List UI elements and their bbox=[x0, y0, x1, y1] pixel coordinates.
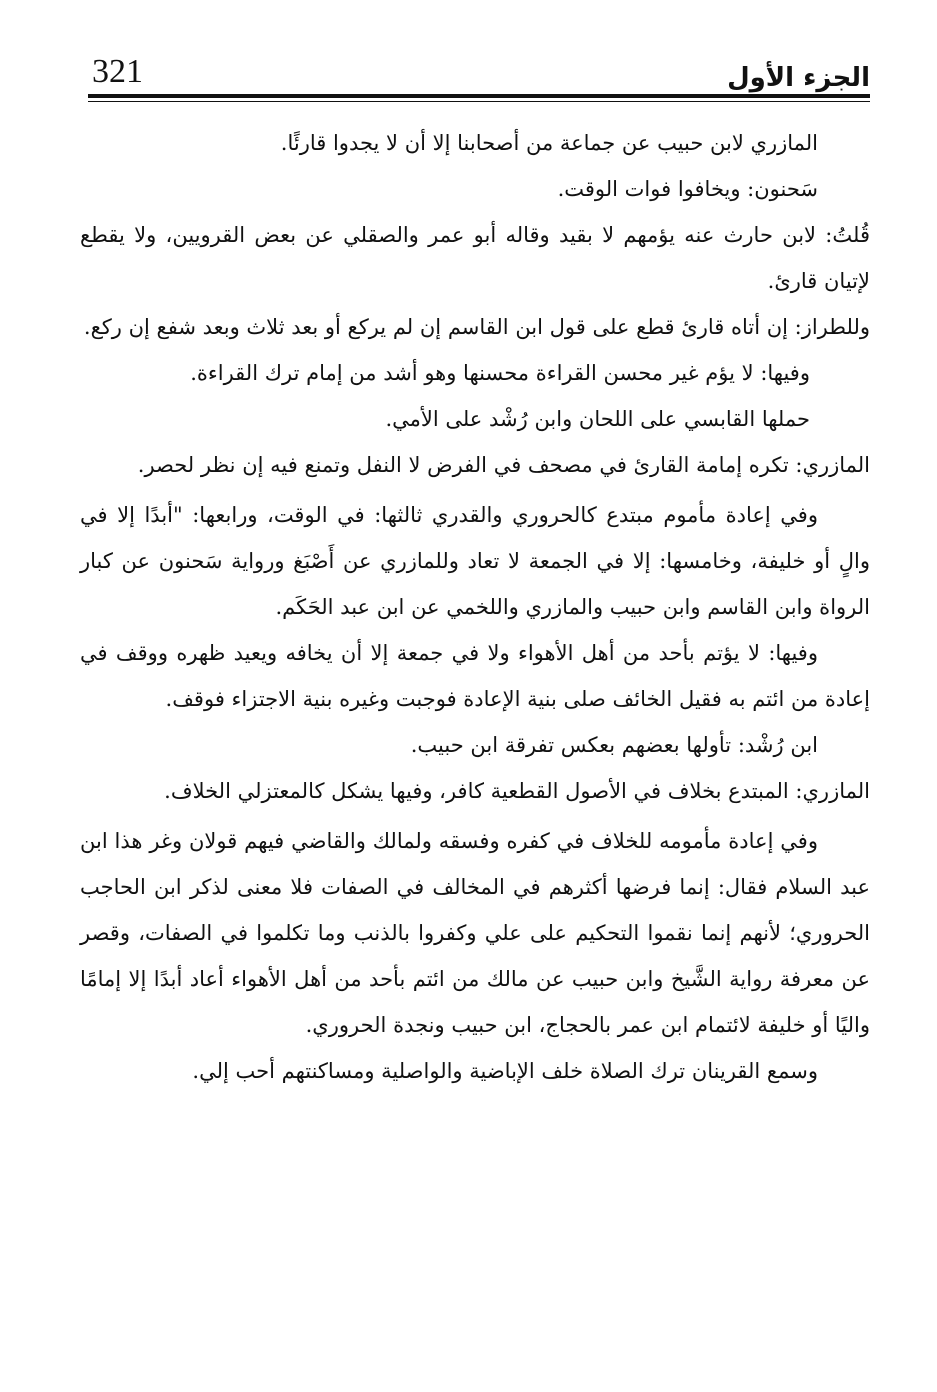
paragraph: وفي إعادة مأمومه للخلاف في كفره وفسقه ولمالك والقاضي فيهم قولان وغر هذا ابن عبد السلام فقال: إنما فرضها أكثرهم في المخالف في الصفات فلا معنى لذكر ابن الحاجب الحروري؛ لأنهم إنما نقموا التحكيم على علي وكفروا بالذنب وما تكلموا في الصفات، وقصر عن معرفة رواية الشَّيخ وابن حبيب عن مالك من ائتم بأحد من أهل الأهواء أعاد أبدًا إلا إمامًا واليًا أو خليفة لائتمام ابن عمر بالحجاج، ابن حبيب ونجدة الحروري. bbox=[80, 829, 870, 1037]
paragraph: وفي إعادة مأموم مبتدع كالحروري والقدري ثالثها: في الوقت، ورابعها: "أبدًا إلا في والٍ أو خليفة، وخامسها: إلا في الجمعة لا تعاد وللمازري عن أَصْبَغ ورواية سَحنون عن كبار الرواة وابن القاسم وابن حبيب والمازري واللخمي عن ابن عبد الحَكَم. bbox=[80, 503, 870, 619]
paragraph: وفيها: لا يؤم غير محسن القراءة محسنها وهو أشد من إمام ترك القراءة. bbox=[190, 361, 810, 385]
paragraph: المازري لابن حبيب عن جماعة من أصحابنا إلا أن لا يجدوا قارئًا. bbox=[280, 131, 818, 155]
paragraph: المازري: تكره إمامة القارئ في مصحف في الفرض لا النفل وتمنع فيه إن نظر لحصر. bbox=[137, 453, 870, 477]
paragraph: وفيها: لا يؤتم بأحد من أهل الأهواء ولا في جمعة إلا أن يخافه ويعيد ظهره ووقف في إعادة من ائتم به فقيل الخائف صلى بنية الإعادة فوجبت وغيره بنية الاجتزاء فوقف. bbox=[80, 641, 870, 711]
page-number: 321 bbox=[92, 53, 143, 90]
paragraph: وللطراز: إن أتاه قارئ قطع على قول ابن القاسم إن لم يركع أو بعد ثلاث وبعد شفع إن ركع. bbox=[83, 315, 870, 339]
header-rule-thin bbox=[88, 101, 870, 102]
paragraph: قُلتُ: لابن حارث عنه يؤمهم لا بقيد وقاله أبو عمر والصقلي عن بعض القرويين، ولا يقطع لإتيان قارئ. bbox=[80, 223, 870, 293]
paragraph: ابن رُشْد: تأولها بعضهم بعكس تفرقة ابن حبيب. bbox=[410, 733, 818, 757]
body-text bbox=[80, 120, 870, 1094]
running-title: الجزء الأول bbox=[727, 63, 870, 93]
paragraph: المازري: المبتدع بخلاف في الأصول القطعية كافر، وفيها يشكل كالمعتزلي الخلاف. bbox=[164, 779, 870, 803]
paragraph: سَحنون: ويخافوا فوات الوقت. bbox=[557, 177, 818, 201]
header-rule-thick bbox=[88, 94, 870, 98]
paragraph: وسمع القرينان ترك الصلاة خلف الإباضية والواصلية ومساكنتهم أحب إلي. bbox=[192, 1059, 818, 1083]
paragraph: حملها القابسي على اللحان وابن رُشْد على الأمي. bbox=[385, 407, 810, 431]
